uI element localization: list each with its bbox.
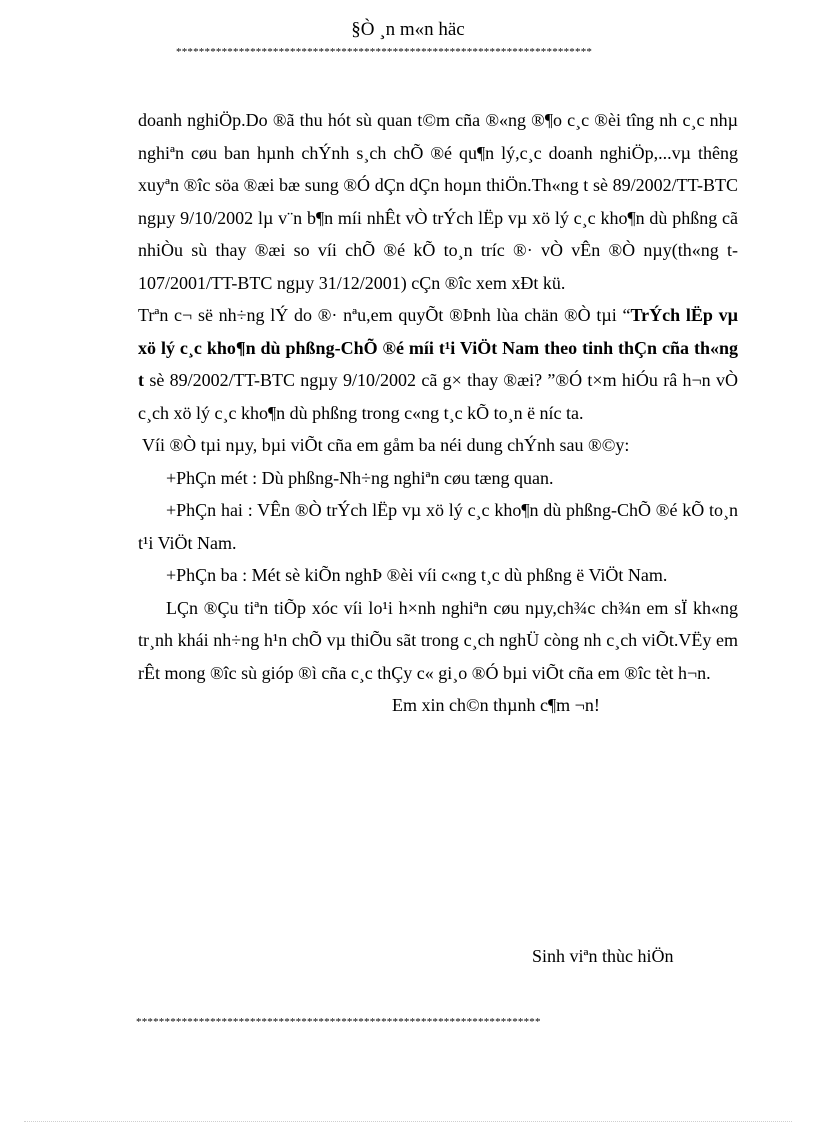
header-star-divider: *************************************************************************	[176, 46, 593, 58]
paragraph-outline-intro: Víi ®Ò tµi nµy, bµi viÕt cña em gåm ba néi dung chÝnh sau ®©y:	[142, 435, 630, 455]
page-bottom-border	[24, 1121, 792, 1122]
paragraph-topic	[138, 299, 738, 429]
page-header-title: §Ò ¸n m«n häc	[351, 19, 465, 40]
paragraph-acknowledgement: LÇn ®Çu tiªn tiÕp xóc víi lo¹i h×nh nghiªn cøu nµy,ch¾c ch¾n em sÏ kh«ng tr¸nh khái nh÷ng h¹n chÕ vµ thiÕu sãt trong c¸ch nghÜ còng nh c¸ch viÕt.VËy em rÊt mong ®îc sù gióp ®ì cña c¸c thÇy c« gi¸o ®Ó bµi viÕt cña em ®îc tèt h¬n.	[138, 597, 738, 683]
body-text	[138, 104, 738, 722]
closing-thanks: Em xin ch©n thµnh c¶m ¬n!	[392, 695, 600, 715]
outline-part-three: +PhÇn ba : Mét sè kiÕn nghÞ ®èi víi c«ng t¸c dù phßng ë ViÖt Nam.	[166, 565, 668, 585]
topic-continuation: sè 89/2002/TT-BTC ngµy 9/10/2002 cã g× thay ®æi? ”®Ó t×m hiÓu râ h¬n vÒ c¸ch xö lý c¸c kho¶n dù phßng trong c«ng t¸c kÕ to¸n ë níc ta.	[138, 370, 738, 423]
outline-part-two: +PhÇn hai : VÊn ®Ò trÝch lËp vµ xö lý c¸c kho¶n dù phßng-ChÕ ®é kÕ to¸n t¹i ViÖt Nam.	[138, 500, 738, 553]
topic-title-bold: TrÝch lËp vµ xö lý c¸c kho¶n dù phßng-ChÕ ®é míi t¹i ViÖt Nam theo tinh thÇn cña th«ng t	[138, 305, 739, 390]
outline-part-one: +PhÇn mét : Dù phßng-Nh÷ng nghiªn cøu tæng quan.	[166, 467, 554, 488]
signature-label: Sinh viªn thùc hiÖn	[532, 946, 674, 966]
footer-star-divider: ***********************************************************************	[136, 1016, 541, 1028]
paragraph-intro: doanh nghiÖp.Do ®ã thu hót sù quan t©m cña ®«ng ®¶o c¸c ®èi tîng nh c¸c nhµ nghiªn cøu ban hµnh chÝnh s¸ch chÕ ®é qu¶n lý,c¸c doanh nghiÖp,...vµ thêng xuyªn ®îc söa ®æi bæ sung ®Ó dÇn dÇn hoµn thiÖn.Th«ng t sè 89/2002/TT-BTC ngµy 9/10/2002 lµ v¨n b¶n míi nhÊt vÒ trÝch lËp vµ xö lý c¸c kho¶n dù phßng cã nhiÒu sù thay ®æi so víi chÕ ®é kÕ to¸n tríc ®· vÒ vÊn ®Ò nµy(th«ng t 107/2001/TT-BTC ngµy 31/12/2001) cÇn ®îc xem xÐt kü.	[138, 110, 738, 293]
topic-lead-in: Trªn c¬ së nh÷ng lÝ do ®· nªu,em quyÕt ®Þnh lùa chän ®Ò tµi “	[138, 305, 631, 325]
